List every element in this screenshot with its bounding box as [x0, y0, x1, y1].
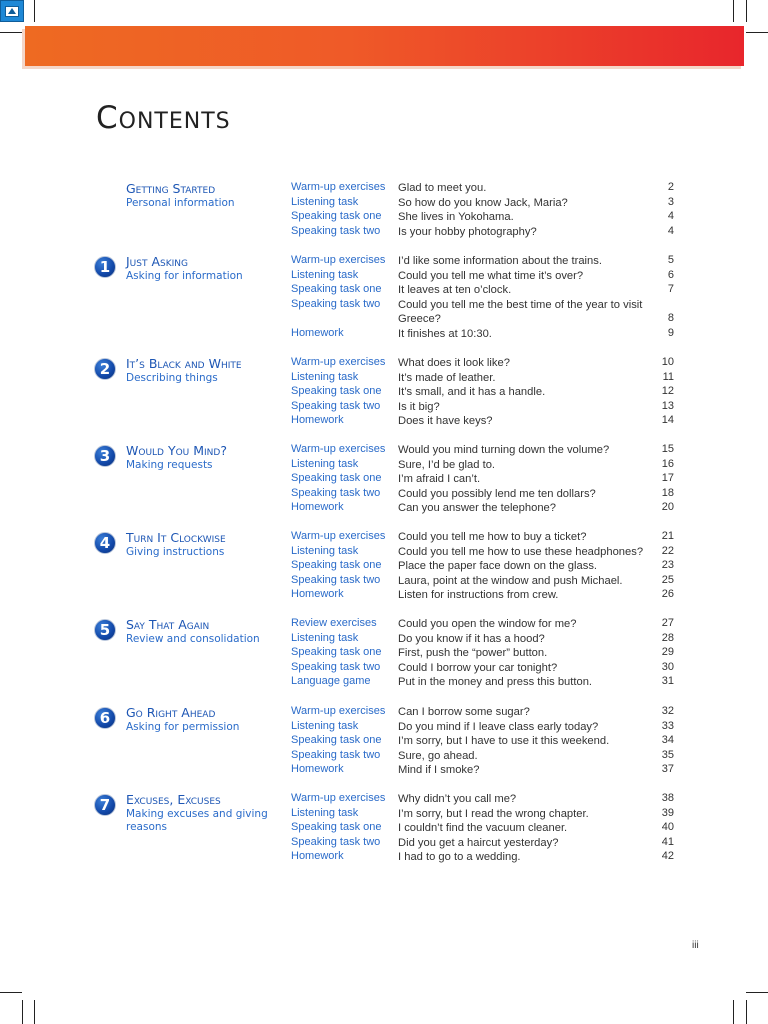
task-description: Could you tell me how to buy a ticket?	[398, 531, 587, 543]
task-label: Listening task	[291, 544, 359, 557]
page-ref: 39	[661, 806, 674, 819]
toc-row[interactable]	[0, 269, 768, 284]
task-label: Listening task	[291, 806, 359, 819]
task-description: It leaves at ten o’clock.	[398, 284, 512, 297]
toc-row[interactable]	[0, 225, 768, 240]
unit-title: Go Right Ahead	[126, 705, 216, 720]
toc-row[interactable]	[0, 821, 768, 836]
page-ref: 30	[661, 660, 674, 673]
task-label: Speaking task two	[291, 297, 381, 310]
page-ref: 25	[661, 573, 674, 586]
task-description: I had to go to a wedding.	[398, 851, 521, 864]
page-ref: 6	[667, 268, 674, 281]
unit-number-badge: 6	[94, 707, 116, 729]
task-label: Listening task	[291, 195, 359, 208]
page-ref: 14	[661, 414, 674, 427]
toc-row[interactable]	[0, 196, 768, 211]
task-description: Is your hobby photography?	[398, 225, 537, 238]
page-ref: 3	[667, 195, 674, 208]
page-ref: 37	[661, 763, 674, 776]
page-ref: 10	[661, 356, 674, 368]
task-description: It’s made of leather.	[398, 371, 496, 384]
unit-number-badge: 1	[94, 256, 116, 278]
unit-title: Say That Again	[126, 617, 210, 632]
toc-row[interactable]	[0, 400, 768, 415]
task-label: Speaking task one	[291, 734, 382, 747]
task-description: Did you get a haircut yesterday?	[398, 836, 559, 849]
toc-row[interactable]	[0, 588, 768, 603]
task-description: I’m sorry, but I read the wrong chapter.	[398, 807, 589, 820]
toc-row[interactable]	[0, 617, 768, 632]
page-ref: 5	[667, 254, 674, 266]
task-label: Listening task	[291, 268, 359, 281]
crop-mark	[0, 32, 22, 33]
task-description: Listen for instructions from crew.	[398, 589, 559, 602]
unit-title: Getting Started	[126, 181, 216, 196]
toc-row[interactable]	[0, 836, 768, 851]
toc-row[interactable]	[0, 749, 768, 764]
task-description: Place the paper face down on the glass.	[398, 560, 598, 573]
task-description: Do you mind if I leave class early today?	[398, 720, 599, 733]
task-label: Warm-up exercises	[291, 530, 386, 542]
task-description: Can you answer the telephone?	[398, 502, 556, 515]
task-description: Why didn’t you call me?	[398, 793, 517, 805]
toc-row[interactable]	[0, 734, 768, 749]
crop-mark	[733, 0, 734, 22]
toc-row[interactable]	[0, 807, 768, 822]
task-label: Speaking task one	[291, 385, 382, 398]
page-ref: 23	[661, 559, 674, 572]
unit-subtitle: Giving instructions	[126, 546, 225, 558]
task-description: So how do you know Jack, Maria?	[398, 196, 568, 209]
crop-mark	[0, 992, 22, 993]
task-label: Speaking task two	[291, 573, 381, 586]
task-description: Could you tell me what time it’s over?	[398, 269, 584, 282]
toc-row[interactable]	[0, 705, 768, 720]
task-label: Homework	[291, 588, 344, 601]
toc-row[interactable]	[0, 646, 768, 661]
toc-row[interactable]	[0, 720, 768, 735]
task-description: Mind if I smoke?	[398, 764, 480, 777]
crop-mark	[34, 0, 35, 22]
unit-subtitle: Review and consolidation	[126, 633, 260, 645]
task-label: Listening task	[291, 719, 359, 732]
task-description: It’s small, and it has a handle.	[398, 386, 546, 399]
task-label: Language game	[291, 675, 371, 688]
task-label: Homework	[291, 763, 344, 776]
page-ref: 2	[667, 181, 674, 193]
page-title: Contents	[96, 100, 231, 136]
toc-row[interactable]	[0, 487, 768, 502]
page-ref: 20	[661, 501, 674, 514]
task-label: Speaking task two	[291, 835, 381, 848]
unit-number-badge: 4	[94, 532, 116, 554]
unit-title: It’s Black and White	[126, 356, 242, 371]
page-ref: 33	[661, 719, 674, 732]
task-label: Warm-up exercises	[291, 181, 386, 193]
crop-mark	[22, 1000, 23, 1024]
crop-mark	[746, 0, 747, 22]
task-description: First, push the “power” button.	[398, 647, 548, 660]
page-ref: 16	[661, 457, 674, 470]
page-ref: 13	[661, 399, 674, 412]
task-description: What does it look like?	[398, 357, 510, 369]
page-ref: 21	[661, 530, 674, 542]
task-label: Speaking task two	[291, 486, 381, 499]
toc-row[interactable]	[0, 356, 768, 371]
task-label: Speaking task one	[291, 559, 382, 572]
task-label: Warm-up exercises	[291, 356, 386, 368]
page-number: iii	[692, 940, 699, 951]
page-ref: 17	[661, 472, 674, 485]
task-label: Warm-up exercises	[291, 254, 386, 266]
unit-title: Just Asking	[126, 254, 188, 269]
toc-row[interactable]	[0, 210, 768, 225]
toc-row[interactable]	[0, 850, 768, 865]
page-ref: 31	[661, 675, 674, 688]
page-ref: 32	[661, 705, 674, 717]
crop-mark	[34, 1000, 35, 1024]
task-description: Could you open the window for me?	[398, 618, 577, 630]
page-ref: 27	[661, 617, 674, 629]
task-label: Speaking task one	[291, 821, 382, 834]
task-label: Homework	[291, 850, 344, 863]
task-label: Listening task	[291, 631, 359, 644]
page-ref: 35	[661, 748, 674, 761]
toc-row[interactable]	[0, 661, 768, 676]
task-label: Speaking task two	[291, 399, 381, 412]
toc-row[interactable]	[0, 792, 768, 807]
page-ref: 4	[667, 224, 674, 237]
task-description: Would you mind turning down the volume?	[398, 444, 610, 456]
unit-subtitle: Making excuses and giving reasons	[126, 808, 268, 833]
task-description: I couldn’t find the vacuum cleaner.	[398, 822, 568, 835]
unit-subtitle: Personal information	[126, 197, 235, 209]
unit-subtitle: Asking for information	[126, 270, 243, 282]
task-label: Speaking task one	[291, 646, 382, 659]
unit-number-badge: 2	[94, 358, 116, 380]
task-label: Homework	[291, 327, 344, 339]
task-label: Listening task	[291, 370, 359, 383]
toc-row[interactable]	[0, 443, 768, 458]
unit-subtitle: Describing things	[126, 372, 218, 384]
unit-title: Excuses, Excuses	[126, 792, 221, 807]
crop-mark	[746, 32, 768, 33]
toc-row[interactable]	[0, 559, 768, 574]
task-label: Warm-up exercises	[291, 792, 386, 804]
unit-title: Turn It Clockwise	[126, 530, 226, 545]
toc-row[interactable]	[0, 545, 768, 560]
toc-row[interactable]	[0, 327, 768, 342]
page-ref: 4	[667, 210, 674, 223]
unit-number-badge: 7	[94, 794, 116, 816]
expand-icon	[5, 6, 19, 17]
toc-row[interactable]	[0, 632, 768, 647]
page-ref: 26	[661, 588, 674, 601]
page-ref: 38	[661, 792, 674, 804]
task-label: Listening task	[291, 457, 359, 470]
page-ref: 34	[661, 734, 674, 747]
toc-row[interactable]	[0, 763, 768, 778]
toc-row[interactable]	[0, 675, 768, 690]
crop-mark	[746, 992, 768, 993]
toc-row[interactable]	[0, 371, 768, 386]
toc-row[interactable]	[0, 385, 768, 400]
task-description: Sure, I’d be glad to.	[398, 458, 496, 471]
task-description: Could you possibly lend me ten dollars?	[398, 487, 596, 500]
toc-row[interactable]	[0, 414, 768, 429]
page-ref: 42	[661, 850, 674, 863]
page-ref: 11	[662, 370, 674, 383]
task-description: Could you tell me the best time of the year to visit Greece?	[398, 298, 643, 326]
task-description: Does it have keys?	[398, 415, 493, 428]
task-description: She lives in Yokohama.	[398, 211, 514, 224]
task-label: Review exercises	[291, 617, 377, 629]
toc-row[interactable]	[0, 530, 768, 545]
task-description: Could you tell me how to use these headphones?	[398, 545, 644, 558]
task-description: Laura, point at the window and push Michael.	[398, 574, 623, 587]
toc-row[interactable]	[0, 254, 768, 269]
task-description: Is it big?	[398, 400, 440, 413]
toc-row[interactable]	[0, 472, 768, 487]
task-label: Speaking task two	[291, 224, 381, 237]
task-label: Speaking task one	[291, 283, 382, 296]
toc-row[interactable]	[0, 501, 768, 516]
task-description: Glad to meet you.	[398, 182, 487, 194]
task-description: I’m sorry, but I have to use it this weekend.	[398, 735, 610, 748]
task-description: It finishes at 10:30.	[398, 328, 492, 340]
task-description: I’d like some information about the trains.	[398, 255, 602, 267]
task-description: Sure, go ahead.	[398, 749, 478, 762]
task-description: Could I borrow your car tonight?	[398, 661, 558, 674]
page-ref: 12	[661, 385, 674, 398]
toc-row[interactable]	[0, 574, 768, 589]
task-label: Warm-up exercises	[291, 443, 386, 455]
header-banner	[25, 26, 744, 66]
page-ref: 40	[661, 821, 674, 834]
toc-row[interactable]	[0, 181, 768, 196]
task-description: I’m afraid I can’t.	[398, 473, 481, 486]
page-ref: 18	[661, 486, 674, 499]
toc-row[interactable]	[0, 283, 768, 298]
task-label: Speaking task one	[291, 210, 382, 223]
task-label: Speaking task one	[291, 472, 382, 485]
crop-mark	[746, 1000, 747, 1024]
crop-mark	[733, 1000, 734, 1024]
unit-number-badge: 3	[94, 445, 116, 467]
unit-title: Would You Mind?	[126, 443, 227, 458]
viewer-toggle-button[interactable]	[0, 0, 24, 22]
unit-number-badge: 5	[94, 619, 116, 641]
toc-row[interactable]	[0, 458, 768, 473]
task-label: Warm-up exercises	[291, 705, 386, 717]
task-label: Homework	[291, 501, 344, 514]
task-description: Put in the money and press this button.	[398, 676, 593, 689]
task-description: Do you know if it has a hood?	[398, 632, 545, 645]
page-ref: 41	[661, 835, 674, 848]
page-ref: 8	[667, 312, 674, 325]
page-ref: 28	[661, 631, 674, 644]
unit-subtitle: Making requests	[126, 459, 213, 471]
page-ref: 22	[661, 544, 674, 557]
task-label: Speaking task two	[291, 660, 381, 673]
task-label: Homework	[291, 414, 344, 427]
task-description: Can I borrow some sugar?	[398, 706, 530, 718]
toc-row[interactable]	[0, 297, 768, 326]
page-ref: 15	[661, 443, 674, 455]
page-ref: 7	[667, 283, 674, 296]
unit-subtitle: Asking for permission	[126, 721, 240, 733]
page-ref: 9	[667, 327, 674, 339]
page-ref: 29	[661, 646, 674, 659]
task-label: Speaking task two	[291, 748, 381, 761]
